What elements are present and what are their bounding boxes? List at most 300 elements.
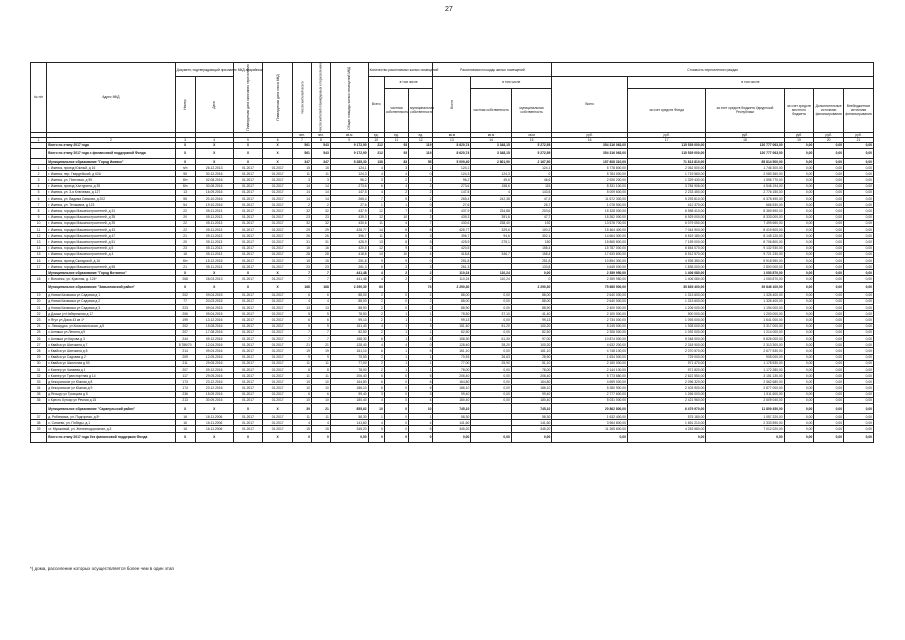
cell-rooms-all: 3 (368, 391, 384, 397)
cell-cost-local: 0,00 (784, 329, 814, 335)
cell-rooms-private: 83 (384, 158, 408, 164)
cell-doc-number: 207 (175, 329, 195, 335)
cell-cost-all: 2 100 000,00 (552, 311, 628, 317)
cell-row-number: 15 (31, 251, 47, 257)
cell-cost-additional: 0,00 (814, 233, 844, 239)
cell-rooms-all: 4 (368, 323, 384, 329)
column-number-cell-9: 9 (330, 137, 368, 142)
cell-plan-demolition: 01.2017 (263, 354, 293, 360)
cell-area-municipal: 2 167,50 (511, 158, 552, 164)
cell-residents: 19 (293, 348, 312, 354)
cell-cost-additional: 0,00 (814, 282, 844, 292)
cell-plan-demolition: 01.2017 (263, 305, 293, 311)
cell-total-area: 99,13 (330, 317, 368, 323)
cell-total-area: 396,7 (330, 233, 368, 239)
cell-total-area: 186,10 (330, 385, 368, 391)
cell-residents-to-relocate: 10 (311, 397, 330, 403)
cell-rooms-municipal: 3 (409, 245, 433, 251)
cell-area-private: 0,00 (471, 432, 512, 442)
cell-cost-budget-ur: 1 746 300,00 (706, 165, 784, 171)
cell-plan-end-relocation: 01.2017 (233, 385, 263, 391)
cell-area-all: 96,2 (433, 177, 471, 183)
cell-cost-all: 2 359 950,00 (552, 270, 628, 276)
cell-cost-budget-ur: 0,00 (706, 432, 784, 442)
column-number-cell-2: 2 (47, 137, 175, 142)
cell-area-municipal: 58,30 (511, 414, 552, 420)
cell-rooms-private: 0 (384, 373, 408, 379)
cell-doc-date: 09.12.2016 (195, 335, 233, 341)
cell-cost-extra: 0,00 (844, 329, 874, 335)
column-number-cell-18: 18 (706, 137, 784, 142)
cell-plan-demolition: 01.2017 (263, 329, 293, 335)
cell-rooms-private: 1 (384, 366, 408, 372)
cell-cost-fund: 1 313 600,00 (627, 298, 705, 304)
cell-plan-end-relocation: 01.2017 (233, 177, 263, 183)
cell-row-number: 11 (31, 226, 47, 232)
cell-rooms-municipal: 119 (409, 142, 433, 148)
cell-rooms-all: 5 (368, 426, 384, 432)
cell-residents: 32 (293, 208, 312, 214)
cell-doc-number: Х (175, 142, 195, 148)
header-number: № п/п (31, 63, 47, 133)
cell-area-private: 158,6 (471, 183, 512, 189)
cell-doc-number: 21 (175, 264, 195, 270)
cell-row-number: 27 (31, 342, 47, 348)
cell-rooms-municipal: 2 (409, 276, 433, 282)
cell-residents: 10 (293, 379, 312, 385)
cell-area-all: 99,13 (433, 317, 471, 323)
cell-cost-all: 17 633 800,00 (552, 251, 628, 257)
cell-cost-extra: 0,00 (844, 245, 874, 251)
cell-total-area: 9 172,90 (330, 148, 368, 158)
unit-cell-7: чел. (293, 132, 312, 137)
cell-plan-demolition: 01.2017 (263, 257, 293, 263)
column-number-cell-16: 16 (552, 137, 628, 142)
cell-rooms-private: 93 (384, 148, 408, 158)
cell-area-all: 261,3 (433, 264, 471, 270)
cell-rooms-private: 0 (384, 404, 408, 414)
cell-rooms-all: 2 (368, 317, 384, 323)
cell-address: с Кресть Куткар ул Речная д 15 (47, 397, 175, 403)
cell-cost-local: 0,00 (784, 251, 814, 257)
cell-cost-fund: 2 318 900,00 (627, 342, 705, 348)
cell-address: с Квайса ул Садовая д 2 (47, 354, 175, 360)
cell-cost-extra: 0,00 (844, 342, 874, 348)
cell-residents-to-relocate: 11 (311, 373, 330, 379)
cell-cost-extra: 0,00 (844, 292, 874, 298)
cell-doc-date: 05.11.2013 (195, 214, 233, 220)
cell-rooms-municipal: 5 (409, 426, 433, 432)
cell-doc-date: 09.04.2015 (195, 311, 233, 317)
cell-area-private: 275,1 (471, 239, 512, 245)
cell-residents-to-relocate: 9 (311, 354, 330, 360)
cell-rooms-municipal: 2 (409, 214, 433, 220)
cell-total-area: 128,40 (330, 342, 368, 348)
cell-rooms-municipal: 6 (409, 379, 433, 385)
cell-cost-all: 5 009 600,00 (552, 189, 628, 195)
cell-residents-to-relocate: 16 (311, 245, 330, 251)
cell-address: г. Ижевск, проезд Халтурина, д 35 (47, 183, 175, 189)
cell-rooms-municipal: 6 (409, 226, 433, 232)
cell-rooms-private: 0 (384, 414, 408, 420)
cell-doc-number: 202 (175, 323, 195, 329)
cell-area-private: 51,20 (471, 323, 512, 329)
cell-residents-to-relocate: 31 (311, 239, 330, 245)
cell-cost-all: 2 734 000,00 (552, 317, 628, 323)
cell-cost-extra: 0,00 (844, 183, 874, 189)
cell-plan-end-relocation: Х (233, 270, 263, 276)
cell-doc-number: 117 (175, 373, 195, 379)
cell-rooms-all: 1 (368, 414, 384, 420)
cell-plan-demolition: 01.2017 (263, 233, 293, 239)
cell-cost-additional: 0,00 (814, 251, 844, 257)
cell-rooms-municipal: 2 (409, 183, 433, 189)
cell-row-number (31, 432, 47, 442)
cell-cost-local: 0,00 (784, 360, 814, 366)
cell-total-area: 251,8 (330, 257, 368, 263)
header-rooms-private: частная собственность (384, 88, 408, 132)
cell-rooms-municipal: 2 (409, 298, 433, 304)
cell-rooms-private: 1 (384, 317, 408, 323)
cell-residents-to-relocate: 23 (311, 264, 330, 270)
cell-residents: 4 (293, 298, 312, 304)
cell-area-all: 77,00 (433, 360, 471, 366)
cell-plan-demolition: 01.2017 (263, 220, 293, 226)
cell-plan-demolition: 01.2017 (263, 226, 293, 232)
cell-plan-end-relocation: 01.2017 (233, 264, 263, 270)
cell-residents: 6 (293, 317, 312, 323)
cell-doc-date: Х (195, 404, 233, 414)
cell-area-municipal: 78,00 (511, 366, 552, 372)
cell-residents-to-relocate: 4 (311, 298, 330, 304)
unit-cell-17: руб. (627, 132, 705, 137)
cell-cost-all: 15 262 000,00 (552, 214, 628, 220)
cell-doc-date: 29.05.2016 (195, 373, 233, 379)
cell-cost-fund: 6 912 570,00 (627, 251, 705, 257)
cell-rooms-private: 8 (384, 233, 408, 239)
cell-area-private: 2 801,90 (471, 158, 512, 164)
cell-doc-date: 30.09.2016 (195, 397, 233, 403)
cell-cost-local: 0,00 (784, 226, 814, 232)
cell-total-area: 441,48 (330, 276, 368, 282)
cell-cost-additional: 0,00 (814, 335, 844, 341)
cell-area-municipal: 0,00 (511, 270, 552, 276)
cell-rooms-all: 2 (368, 354, 384, 360)
cell-cost-all: 4 632 200,00 (552, 342, 628, 348)
cell-cost-fund: 1 093 000,00 (627, 317, 705, 323)
cell-cost-additional: 0,00 (814, 257, 844, 263)
unit-cell-10: ед. (368, 132, 384, 137)
cell-cost-all: 1 078 900,00 (552, 202, 628, 208)
cell-residents-to-relocate: 8 (311, 366, 330, 372)
cell-area-all: 58,30 (433, 414, 471, 420)
cell-doc-number: 174 (175, 385, 195, 391)
cell-plan-demolition: 01.2017 (263, 264, 293, 270)
cell-cost-budget-ur: 2 083 360,00 (706, 171, 784, 177)
cell-residents-to-relocate: 11 (311, 360, 330, 366)
cell-rooms-municipal: 3 (409, 391, 433, 397)
header-cost-extra: Внебюджетные источники финансирования (844, 88, 874, 132)
cell-plan-end-relocation: 01.2017 (233, 373, 263, 379)
cell-row-number: 35 (31, 391, 47, 397)
cell-plan-end-relocation: 01.2017 (233, 354, 263, 360)
cell-address: г. Ижевск, городок Машиностроителей, д 4 (47, 251, 175, 257)
cell-residents: 2 (293, 202, 312, 208)
cell-doc-number: 173 (175, 379, 195, 385)
cell-address: Муниципальное образование "Город Воткинск" (47, 270, 175, 276)
cell-cost-extra: 0,00 (844, 323, 874, 329)
cell-address: д Новая Казмаска ул Садовая д 1 (47, 292, 175, 298)
cell-plan-end-relocation: Х (233, 148, 263, 158)
cell-cost-fund: 2 233 450,00 (627, 189, 705, 195)
cell-residents: 31 (293, 239, 312, 245)
cell-cost-fund: 6 479 970,00 (627, 404, 705, 414)
cell-cost-budget-ur: 666 530,00 (706, 202, 784, 208)
cell-rooms-private: 4 (384, 342, 408, 348)
cell-doc-date: Х (195, 148, 233, 158)
cell-area-municipal: 100,20 (511, 342, 552, 348)
cell-cost-extra: 0,00 (844, 220, 874, 226)
cell-address: г. Ижевск, городок Машиностроителей, д 35 (47, 214, 175, 220)
cell-rooms-municipal: 0 (409, 171, 433, 177)
cell-cost-local: 0,00 (784, 414, 814, 420)
cell-cost-local: 0,00 (784, 208, 814, 214)
cell-area-all: 82,50 (433, 329, 471, 335)
cell-cost-budget-ur: 1 326 400,00 (706, 298, 784, 304)
cell-area-municipal: 100,20 (511, 323, 552, 329)
cell-cost-all: 1 632 400,00 (552, 414, 628, 420)
cell-doc-number: п/н (175, 165, 195, 171)
cell-cost-local: 0,00 (784, 264, 814, 270)
cell-address: Муниципальное образование "Город Ижевск" (47, 158, 175, 164)
cell-residents: 21 (293, 342, 312, 348)
header-rooms-count: Количество расселяемых жилых помещений (368, 63, 433, 77)
cell-cost-fund: 2 070 570,00 (627, 348, 705, 354)
cell-area-all: 430,6 (433, 220, 471, 226)
cell-area-all: 27,6 (433, 202, 471, 208)
cell-address: с Кизнер ул Чапаева д 1 (47, 366, 175, 372)
cell-total-area: 99,40 (330, 391, 368, 397)
cell-plan-end-relocation: 01.2017 (233, 251, 263, 257)
cell-plan-end-relocation: 01.2017 (233, 214, 263, 220)
cell-address: с Квайса ул Школьная д 50 (47, 360, 175, 366)
cell-rooms-municipal: 74 (409, 282, 433, 292)
cell-total-area: 147,5 (330, 189, 368, 195)
cell-address: г. Ижевск, пер. Гвардейский, д 62А (47, 171, 175, 177)
cell-rooms-municipal: 1 (409, 354, 433, 360)
cell-area-private: 0,00 (471, 385, 512, 391)
cell-area-all: 99,40 (433, 391, 471, 397)
cell-address: Всего по этапу 2017 года с финансовой поддержкой Фонда (47, 148, 175, 158)
cell-rooms-municipal: 5 (409, 208, 433, 214)
cell-rooms-all: 13 (368, 239, 384, 245)
cell-rooms-municipal: 4 (409, 420, 433, 426)
cell-cost-budget-ur: 2 800 000,00 (706, 264, 784, 270)
cell-row-number: 18 (31, 276, 47, 282)
cell-rooms-private: 1 (384, 360, 408, 366)
cell-cost-budget-ur: 905 000,00 (706, 354, 784, 360)
cell-area-all: 141,60 (433, 420, 471, 426)
cell-address: г. Ижевск, городок Машиностроителей, д 43 (47, 226, 175, 232)
cell-residents-to-relocate: 7 (311, 276, 330, 282)
cell-cost-additional: 0,00 (814, 305, 844, 311)
cell-residents-to-relocate: 14 (311, 196, 330, 202)
cell-rooms-municipal: 1 (409, 317, 433, 323)
cell-residents: 561 (293, 142, 312, 148)
cell-residents-to-relocate: 19 (311, 348, 330, 354)
cell-total-area: 430,6 (330, 220, 368, 226)
cell-residents: 4 (293, 420, 312, 426)
cell-plan-end-relocation: 01.2017 (233, 360, 263, 366)
column-number-cell-21: 21 (844, 137, 874, 142)
cell-cost-extra: 0,00 (844, 366, 874, 372)
cell-doc-date: 19.10.2016 (195, 202, 233, 208)
cell-cost-local: 0,00 (784, 348, 814, 354)
cell-cost-additional: 0,00 (814, 177, 844, 183)
cell-rooms-municipal: 1 (409, 366, 433, 372)
cell-plan-demolition: Х (263, 148, 293, 158)
cell-cost-local: 0,00 (784, 214, 814, 220)
cell-cost-extra: 0,00 (844, 391, 874, 397)
cell-area-municipal: 47,7 (511, 214, 552, 220)
cell-total-area: 158,30 (330, 335, 368, 341)
cell-total-area: 151,40 (330, 323, 368, 329)
cell-doc-date: 23.12.2016 (195, 385, 233, 391)
cell-area-all: 418,8 (433, 251, 471, 257)
cell-cost-local: 0,00 (784, 323, 814, 329)
cell-residents-to-relocate: 15 (311, 257, 330, 263)
cell-cost-all: 75 685 500,00 (552, 282, 628, 292)
cell-cost-all: 4 645 000,00 (552, 264, 628, 270)
cell-row-number (31, 282, 47, 292)
cell-area-all: 186,10 (433, 385, 471, 391)
cell-cost-additional: 0,00 (814, 292, 844, 298)
cell-doc-number: 211 (175, 360, 195, 366)
cell-rooms-private: 9 (384, 257, 408, 263)
header-rooms-all: Всего (368, 77, 384, 133)
cell-residents: 11 (293, 171, 312, 177)
cell-plan-demolition: 01.2017 (263, 335, 293, 341)
cell-cost-budget-ur: 1 057 220,00 (706, 414, 784, 420)
cell-plan-demolition: 01.2017 (263, 317, 293, 323)
cell-cost-extra: 0,00 (844, 385, 874, 391)
cell-doc-date: 05.11.2013 (195, 245, 233, 251)
header-area-incl: в том числе (471, 77, 552, 89)
cell-rooms-municipal: 3 (409, 233, 433, 239)
cell-cost-fund: 2 421 960,00 (627, 397, 705, 403)
cell-cost-extra: 0,00 (844, 404, 874, 414)
cell-plan-end-relocation: 01.2017 (233, 189, 263, 195)
cell-row-number: 16 (31, 257, 47, 263)
cell-rooms-municipal: 10 (409, 404, 433, 414)
cell-row-number: 37 (31, 414, 47, 420)
cell-area-private: 94,6 (471, 233, 512, 239)
unit-cell-18: руб. (706, 132, 784, 137)
cell-doc-number: 16 (175, 426, 195, 432)
cell-rooms-all: 6 (368, 385, 384, 391)
cell-residents: 15 (293, 165, 312, 171)
column-number-cell-14: 14 (471, 137, 512, 142)
cell-doc-date: 16.11.2006 (195, 420, 233, 426)
cell-cost-local: 0,00 (784, 171, 814, 177)
cell-area-municipal: 141,60 (511, 420, 552, 426)
cell-residents: 347 (293, 158, 312, 164)
cell-address: Муниципальное образование "Завьяловский район" (47, 282, 175, 292)
cell-residents: 7 (293, 270, 312, 276)
cell-row-number: 32 (31, 373, 47, 379)
cell-rooms-all: 2 (368, 292, 384, 298)
cell-area-private: 26,63 (471, 354, 512, 360)
cell-rooms-municipal: 7 (409, 220, 433, 226)
cell-rooms-all: 5 (368, 373, 384, 379)
cell-area-private: 0,00 (471, 305, 512, 311)
cell-rooms-private: 10 (384, 251, 408, 257)
cell-residents: 10 (293, 385, 312, 391)
cell-cost-additional: 0,00 (814, 220, 844, 226)
cell-residents-to-relocate: 10 (311, 379, 330, 385)
cell-address: д Кекоранское ул Южная д 8 (47, 379, 175, 385)
cell-area-municipal: 161,10 (511, 348, 552, 354)
cell-doc-number: 22 (175, 226, 195, 232)
cell-area-municipal: 302,1 (511, 233, 552, 239)
cell-residents-to-relocate: 5 (311, 311, 330, 317)
cell-rooms-municipal: 4 (409, 397, 433, 403)
cell-cost-local: 0,00 (784, 335, 814, 341)
cell-area-municipal: 124,1 (511, 165, 552, 171)
unit-cell-9: кв.м (330, 132, 368, 137)
cell-plan-demolition: 01.2017 (263, 298, 293, 304)
cell-cost-all: 5 031 000,00 (552, 397, 628, 403)
cell-residents: 561 (293, 148, 312, 158)
cell-rooms-all: 2 (368, 360, 384, 366)
cell-cost-budget-ur: 8 419 500,00 (706, 226, 784, 232)
cell-address: д Новая Казмаска ул Садовая д 3 (47, 305, 175, 311)
cell-cost-all: 3 964 800,00 (552, 420, 628, 426)
cell-cost-extra: 0,00 (844, 165, 874, 171)
cell-residents-to-relocate: 168 (311, 282, 330, 292)
cell-row-number: 22 (31, 311, 47, 317)
cell-doc-date: 05.11.2013 (195, 220, 233, 226)
cell-doc-number: Х (175, 158, 195, 164)
cell-area-municipal: 100,2 (511, 226, 552, 232)
cell-residents: 7 (293, 329, 312, 335)
cell-cost-budget-ur: 2 333 590,00 (706, 420, 784, 426)
cell-plan-demolition: 01.2017 (263, 366, 293, 372)
cell-cost-budget-ur: 1 200 000,00 (706, 311, 784, 317)
cell-doc-date: 29.05.2016 (195, 360, 233, 366)
cell-cost-extra: 0,00 (844, 196, 874, 202)
cell-rooms-private: 93 (384, 142, 408, 148)
cell-plan-demolition: 01.2017 (263, 183, 293, 189)
cell-area-municipal: 47,3 (511, 196, 552, 202)
cell-cost-extra: 0,00 (844, 189, 874, 195)
cell-area-private: 61,30 (471, 335, 512, 341)
cell-cost-fund: 1 266 000,00 (627, 391, 705, 397)
cell-cost-fund: 5 048 000,00 (627, 335, 705, 341)
cell-doc-number: 22 (175, 208, 195, 214)
cell-area-private: 0,00 (471, 348, 512, 354)
cell-cost-fund: 7 044 900,00 (627, 226, 705, 232)
cell-cost-budget-ur: 8 333 000,00 (706, 214, 784, 220)
cell-plan-end-relocation: 01.2017 (233, 329, 263, 335)
cell-rooms-private: 1 (384, 335, 408, 341)
page-number: 27 (445, 6, 453, 13)
cell-cost-additional: 0,00 (814, 171, 844, 177)
cell-rooms-private (384, 282, 408, 292)
cell-area-municipal: 745,10 (511, 404, 552, 414)
cell-doc-date: 16.11.2006 (195, 414, 233, 420)
cell-residents-to-relocate: 21 (311, 404, 330, 414)
